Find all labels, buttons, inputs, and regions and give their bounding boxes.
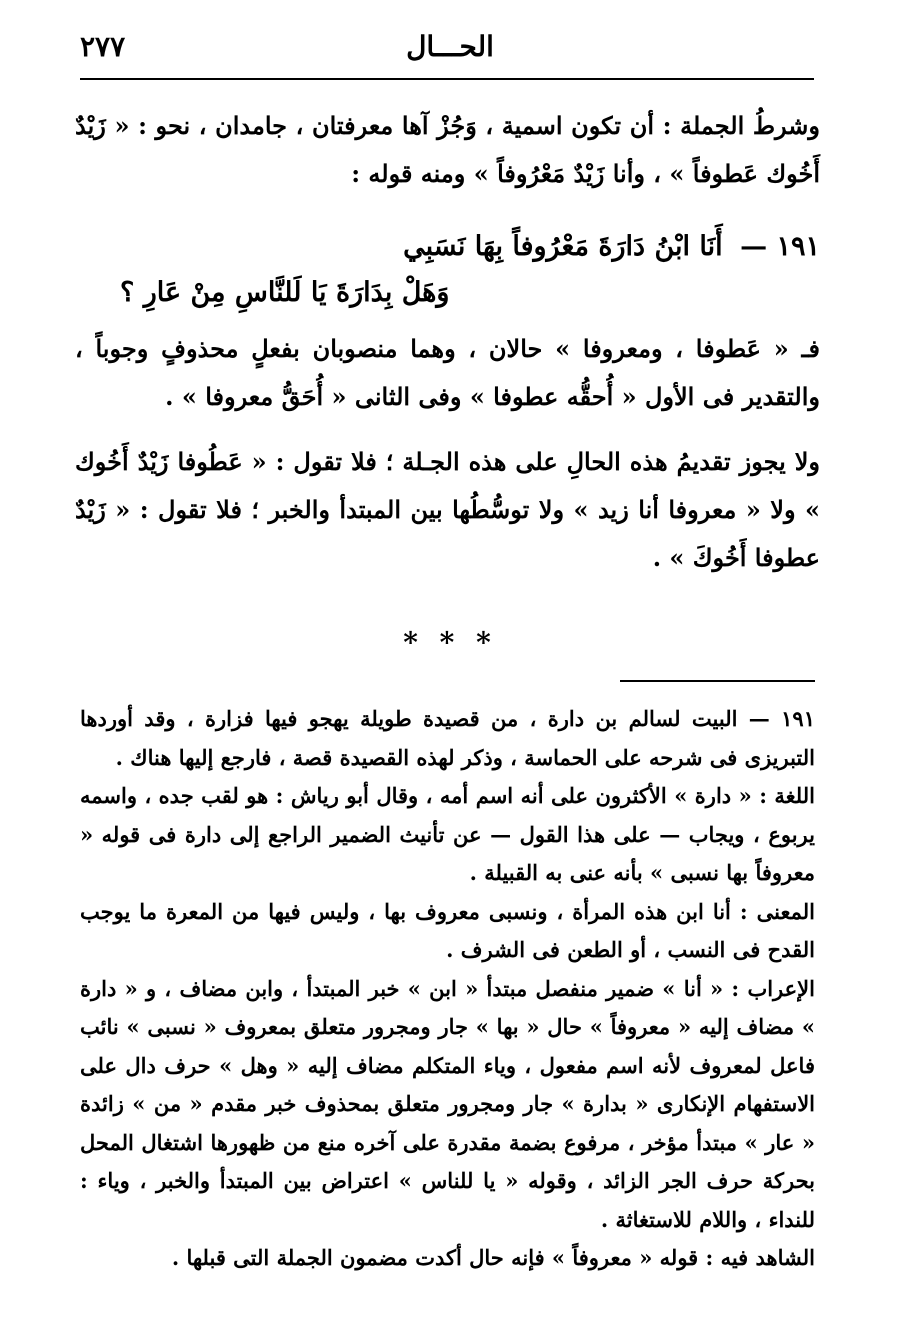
footnote-parsing: الإعراب : « أنا » ضمير منفصل مبتدأ « ابن » خبر المبتدأ ، وابن مضاف ، و « دارة » مضاف إليه « معروفاً » حال « بها » جار ومجرور متعلق بمعروف « نسبى » نائب فاعل لمعروف لأنه اسم مفعول ، وياء المتكلم مضاف إليه « وهل » حرف دال على الاستفهام الإنكارى « بدارة » جار ومجرور متعلق بمحذوف خبر مقدم « من » زائدة « عار » مبتدأ مؤخر ، مرفوع بضمة مقدرة على آخره منع من ظهورها اشتغال المحل بحركة حرف الجر الزائد ، وقوله « يا للناس » اعتراض بين المبتدأ والخبر ، وياء : للنداء ، واللام للاستغاثة . bbox=[80, 975, 815, 1232]
footnote-evidence: الشاهد فيه : قوله « معروفاً » فإنه حال أكدت مضمون الجملة التى قبلها . bbox=[171, 1245, 815, 1270]
section-separator: * * * bbox=[403, 626, 497, 659]
paragraph-word-order: ولا يجوز تقديمُ هذه الحالِ على هذه الجـلة ؛ فلا تقول : « عَطُوفا زَيْدٌ أَخُوك » ولا « معروفا أنا زيد » ولا توسُّطُها بين المبتدأ والخبر ؛ فلا تقول : « زَيْدٌ عطوفا أَخُوكَ » . bbox=[75, 447, 820, 572]
verse-hemistich-1: أَنَا ابْنُ دَارَةَ مَعْرُوفاً بِهَا نَسَبِي bbox=[403, 231, 723, 262]
paragraph-condition: وشرطُ الجملة : أن تكون اسمية ، وَجُزْ آها معرفتان ، جامدان ، نحو : « زَيْدٌ أَخُوك عَطوفاً » ، وأنا زَيْدٌ مَعْرُوفاً » ومنه قوله : bbox=[75, 111, 820, 188]
footnote-language: اللغة : « دارة » الأكثرون على أنه اسم أمه ، وقال أبو رياش : هو لقب جده ، واسمه يربوع ، ويجاب — على هذا القول — عن تأنيث الضمير الراجع إلى دارة فى قوله « معروفاً بها نسبى » بأنه عنى به القبيلة . bbox=[80, 783, 815, 885]
verse-hemistich-2: وَهَلْ بِدَارَةَ يَا لَلنَّاسِ مِنْ عَارِ ؟ bbox=[120, 277, 450, 308]
footnote-meaning: المعنى : أنا ابن هذه المرأة ، ونسبى معروف بها ، وليس فيها من المعرة ما يوجب القدح فى النسب ، أو الطعن فى الشرف . bbox=[80, 898, 815, 962]
footnote-source: ١٩١ — البيت لسالم بن دارة ، من قصيدة طويلة يهجو فيها فزارة ، وقد أوردها التبريزى فى شرحه على الحماسة ، وذكر لهذه القصيدة قصة ، فارجع إليها هناك . bbox=[80, 706, 815, 770]
verse-line-1 bbox=[75, 222, 820, 272]
header-rule bbox=[80, 78, 814, 80]
verse-line-2 bbox=[75, 268, 820, 318]
footnote-rule bbox=[620, 680, 815, 682]
page-number: ٢٧٧ bbox=[80, 30, 126, 63]
running-title: الحـــال bbox=[406, 30, 494, 63]
footnotes bbox=[80, 700, 815, 1278]
paragraph-explanation: فـ « عَطوفا ، ومعروفا » حالان ، وهما منصوبان بفعلٍ محذوفٍ وجوباً ، والتقدير فى الأول « أُحقُّه عطوفا » وفى الثانى « أُحَقُّ معروفا » . bbox=[75, 334, 820, 411]
verse-number: ١٩١ — bbox=[740, 231, 820, 262]
